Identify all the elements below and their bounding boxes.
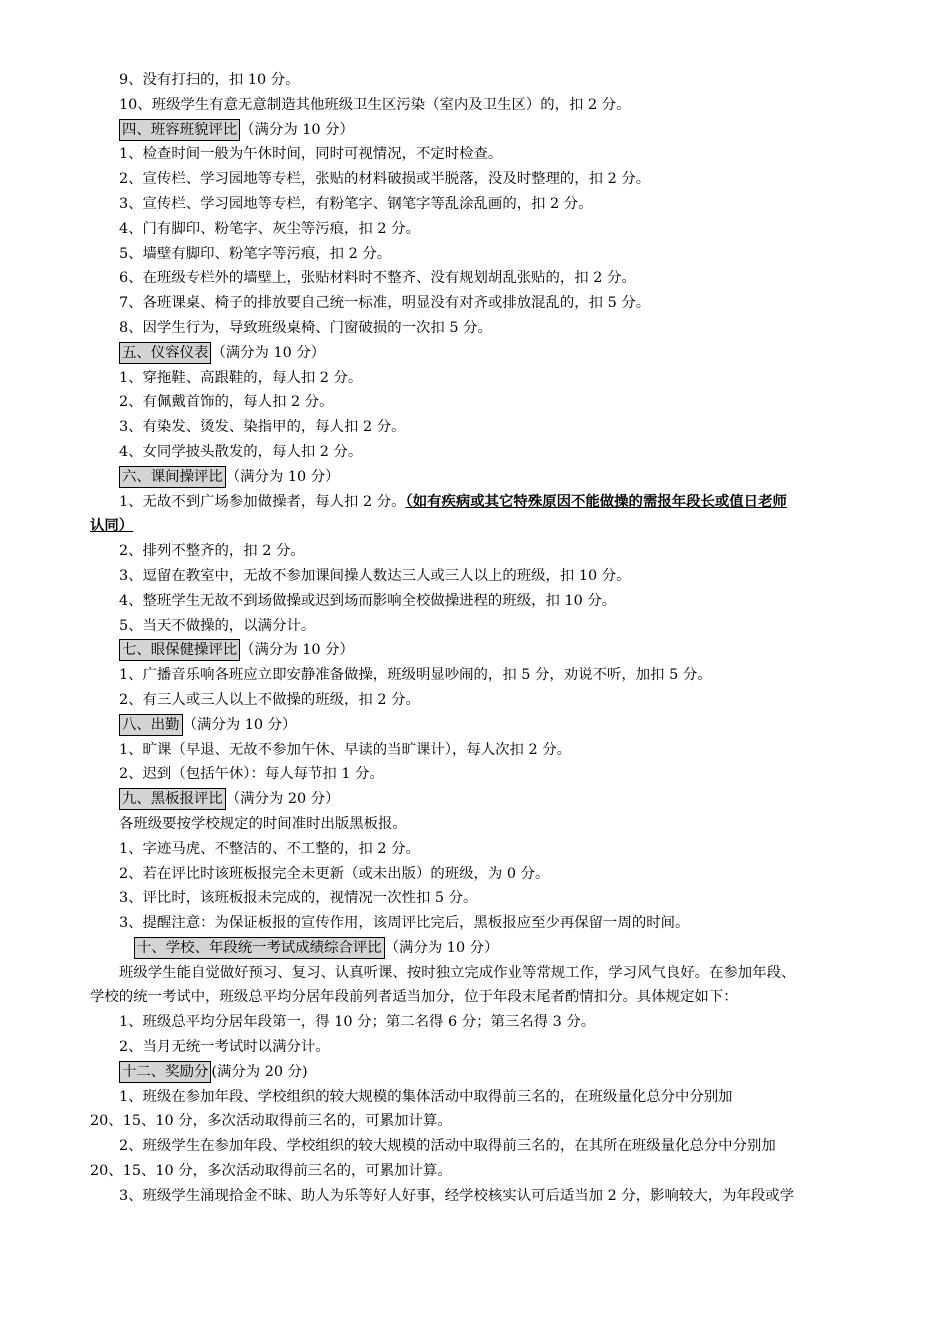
rule-item: 3、班级学生涌现拾金不昧、助人为乐等好人好事，经学校核实认可后适当加 2 分，影响较大，为年段或学	[119, 1187, 795, 1204]
section-max-score: （满分为 10 分）	[384, 939, 499, 956]
section-heading	[0, 341, 950, 366]
rule-item: 2、当月无统一考试时以满分计。	[119, 1039, 330, 1056]
rule-item: 4、女同学披头散发的，每人扣 2 分。	[119, 443, 363, 460]
rule-item: 3、评比时，该班板报未完成的，视情况一次性扣 5 分。	[119, 890, 478, 907]
rule-item: 3、提醒注意：为保证板报的宣传作用，该周评比完后，黑板报应至少再保留一周的时间。	[119, 915, 690, 932]
rule-text: 1、无故不到广场参加做操者，每人扣 2 分。	[119, 493, 406, 510]
rule-item: 7、各班课桌、椅子的排放要自己统一标准，明显没有对齐或排放混乱的，扣 5 分。	[119, 295, 651, 312]
rule-item: 1、穿拖鞋、高跟鞋的，每人扣 2 分。	[119, 369, 363, 386]
section-title: 七、眼保健操评比	[119, 639, 240, 661]
rule-item: 2、班级学生在参加年段、学校组织的较大规模的活动中取得前三名的，在其所在班级量化总分中分别加	[119, 1138, 776, 1155]
section-heading	[0, 787, 950, 812]
text-continuation: 20、15、10 分，多次活动取得前三名的，可累加计算。	[90, 1163, 452, 1180]
rule-item: 1、检查时间一般为午休时间，同时可视情况，不定时检查。	[119, 146, 503, 163]
section-title: 十二、奖励分	[119, 1061, 211, 1083]
rule-item: 1、旷课（早退、无故不参加午休、早读的当旷课计），每人次扣 2 分。	[119, 741, 571, 758]
rule-item: 8、因学生行为，导致班级桌椅、门窗破损的一次扣 5 分。	[119, 319, 492, 336]
section-max-score: (满分为 20 分)	[211, 1063, 308, 1080]
document-page	[0, 68, 950, 1209]
rule-item: 2、若在评比时该班板报完全未更新（或未出版）的班级，为 0 分。	[119, 865, 550, 882]
rule-item: 1、字迹马虎、不整洁的、不工整的，扣 2 分。	[119, 840, 420, 857]
section-max-score: （满分为 10 分）	[182, 716, 297, 733]
section-heading	[0, 118, 950, 143]
rule-item	[0, 490, 950, 515]
rule-note-emphasis: 认同）	[90, 517, 134, 535]
rule-item: 5、墙壁有脚印、粉笔字等污痕，扣 2 分。	[119, 245, 392, 262]
section-heading	[0, 1060, 950, 1085]
section-max-score: （满分为 20 分）	[225, 791, 340, 808]
rule-item: 各班级要按学校规定的时间准时出版黑板报。	[119, 815, 407, 832]
rule-item: 10、班级学生有意无意制造其他班级卫生区污染（室内及卫生区）的，扣 2 分。	[119, 96, 631, 113]
rule-item: 2、迟到（包括午休）：每人每节扣 1 分。	[119, 766, 384, 783]
section-max-score: （满分为 10 分）	[211, 344, 326, 361]
rule-item: 3、逗留在教室中，无故不参加课间操人数达三人或三人以上的班级，扣 10 分。	[119, 567, 631, 584]
section-heading	[0, 936, 950, 961]
text-continuation: 学校的统一考试中，班级总平均分居年段前列者适当加分，位于年段末尾者酌情扣分。具体规定如下：	[90, 989, 738, 1006]
rule-item: 1、班级总平均分居年段第一，得 10 分；第二名得 6 分；第三名得 3 分。	[119, 1014, 596, 1031]
rule-item: 1、班级在参加年段、学校组织的较大规模的集体活动中取得前三名的，在班级量化总分中分别加	[119, 1088, 733, 1105]
rule-item: 6、在班级专栏外的墙壁上，张贴材料时不整齐、没有规划胡乱张贴的，扣 2 分。	[119, 270, 636, 287]
rule-item: 4、门有脚印、粉笔字、灰尘等污痕，扣 2 分。	[119, 220, 420, 237]
section-title: 四、班容班貌评比	[119, 119, 240, 141]
rule-item: 3、宣传栏、学习园地等专栏，有粉笔字、钢笔字等乱涂乱画的，扣 2 分。	[119, 195, 593, 212]
rule-item: 班级学生能自觉做好预习、复习、认真听课、按时独立完成作业等常规工作，学习风气良好。在参加年段、	[119, 964, 796, 981]
section-title: 十、学校、年段统一考试成绩综合评比	[134, 937, 385, 959]
section-title: 八、出勤	[119, 714, 183, 736]
rule-item: 9、没有打扫的，扣 10 分。	[119, 72, 300, 88]
rule-item: 1、广播音乐响各班应立即安静准备做操，班级明显吵闹的，扣 5 分，劝说不听，加扣 5 分。	[119, 667, 712, 684]
text-continuation: 20、15、10 分，多次活动取得前三名的，可累加计算。	[90, 1113, 452, 1130]
section-title: 五、仪容仪表	[119, 342, 211, 364]
section-heading	[0, 638, 950, 663]
section-title: 九、黑板报评比	[119, 788, 226, 810]
section-max-score: （满分为 10 分）	[225, 468, 340, 485]
rule-item: 2、有三人或三人以上不做操的班级，扣 2 分。	[119, 691, 420, 708]
section-heading	[0, 465, 950, 490]
rule-note-emphasis: （如有疾病或其它特殊原因不能做操的需报年段长或值日老师	[405, 492, 787, 510]
section-heading	[0, 713, 950, 738]
rule-item: 2、排列不整齐的，扣 2 分。	[119, 543, 305, 560]
rule-item: 4、整班学生无故不到场做操或迟到场而影响全校做操进程的班级，扣 10 分。	[119, 592, 617, 609]
section-title: 六、课间操评比	[119, 466, 226, 488]
rule-item: 3、有染发、烫发、染指甲的，每人扣 2 分。	[119, 419, 406, 436]
rule-item: 5、当天不做操的，以满分计。	[119, 617, 316, 634]
section-max-score: （满分为 10 分）	[240, 642, 354, 659]
rule-item: 2、有佩戴首饰的，每人扣 2 分。	[119, 394, 334, 411]
rule-item: 2、宣传栏、学习园地等专栏，张贴的材料破损或半脱落，没及时整理的，扣 2 分。	[119, 171, 651, 188]
rule-note-continuation	[0, 514, 950, 539]
section-max-score: （满分为 10 分）	[240, 121, 354, 138]
